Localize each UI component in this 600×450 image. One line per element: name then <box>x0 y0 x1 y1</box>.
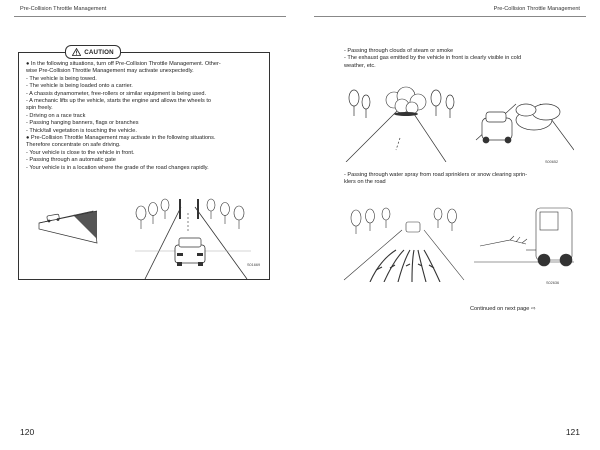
page-number-right: 121 <box>565 427 580 437</box>
right-header-rule <box>314 16 586 17</box>
right-text-mid <box>344 172 527 187</box>
caution-line: - Passing through an automatic gate <box>26 157 116 164</box>
left-header-rule <box>14 16 286 17</box>
caution-line: - Your vehicle is in a location where the grade of the road changes rapidly. <box>26 164 209 171</box>
page-number-left: 120 <box>20 427 35 437</box>
continued-on-next-page[interactable]: Continued on next page ⇨ <box>470 306 536 312</box>
slope-scene <box>39 211 97 243</box>
condition-line: - The exhaust gas emitted by the vehicle in front is clearly visible in cold <box>344 55 522 62</box>
condition-line: klers on the road <box>344 179 386 186</box>
condition-line: - Passing through water spray from road sprinklers or snow clearing sprin- <box>344 172 528 178</box>
right-page-header: Pre-Collision Throttle Management <box>493 6 580 12</box>
figure-code: S02636 <box>546 281 560 285</box>
caution-badge <box>65 45 121 59</box>
caution-line: - Your vehicle is close to the vehicle in front. <box>26 149 135 156</box>
caution-illustration <box>35 193 267 279</box>
condition-line: weather, etc. <box>344 62 376 69</box>
caution-line: Therefore concentrate on safe driving. <box>26 142 121 149</box>
warning-triangle-icon <box>72 48 81 56</box>
road-scene <box>135 199 251 279</box>
caution-line: wise Pre-Collision Throttle Management may activate unexpectedly. <box>26 68 194 75</box>
caution-line: spin freely. <box>26 105 53 112</box>
condition-line: - Passing through clouds of steam or smoke <box>344 48 454 54</box>
caution-text <box>26 61 221 172</box>
caution-line: ● Pre-Collision Throttle Management may activate in the following situations. <box>26 135 216 142</box>
caution-line: - A chassis dynamometer, free-rollers or similar equipment is being used. <box>26 90 207 97</box>
figure-code: S01669 <box>247 263 261 267</box>
caution-label: CAUTION <box>84 48 114 56</box>
caution-line: - Driving on a race track <box>26 112 86 119</box>
steam-smoke-illustration <box>336 80 574 162</box>
left-page-header: Pre-Collision Throttle Management <box>20 6 107 12</box>
caution-line: - Passing hanging banners, flags or branches <box>26 120 139 127</box>
caution-line: - The vehicle is being loaded onto a carrier. <box>26 83 133 90</box>
caution-line: - A mechanic lifts up the vehicle, starts the engine and allows the wheels to <box>26 98 212 105</box>
caution-line: - The vehicle is being towed. <box>26 75 97 82</box>
caution-line: - Thick/tall vegetation is touching the vehicle. <box>26 127 137 134</box>
right-text-top <box>344 48 521 70</box>
figure-code: S00652 <box>545 160 559 164</box>
water-spray-illustration <box>340 200 574 282</box>
caution-box <box>18 48 270 280</box>
caution-line: ● In the following situations, turn off Pre-Collision Throttle Management. Other- <box>26 61 221 67</box>
